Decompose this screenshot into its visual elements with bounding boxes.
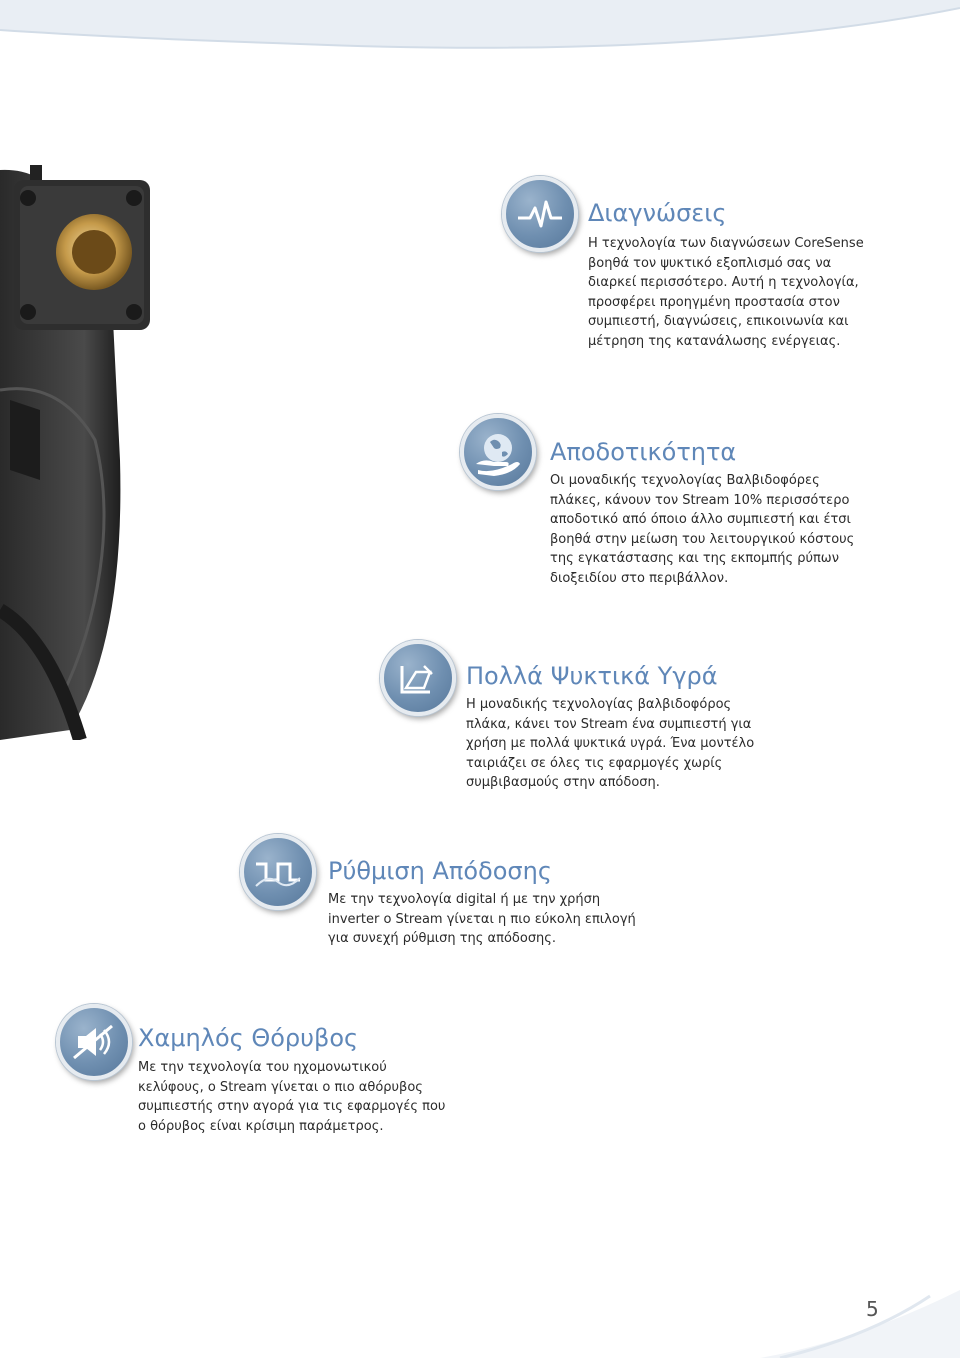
feature-title: Διαγνώσεις xyxy=(588,199,727,227)
feature-title: Πολλά Ψυκτικά Υγρά xyxy=(466,662,718,690)
feature-title: Αποδοτικότητα xyxy=(550,438,737,466)
muted-speaker-icon xyxy=(56,1004,132,1080)
capacity-modulation-icon xyxy=(240,834,316,910)
feature-description: Η μοναδικής τεχνολογίας βαλβιδοφόρος πλάκα, κάνει τον Stream ένα συμπιεστή για χρήση με πολλά ψυκτικά υγρά. Ένα μοντέλο ταιριάζει σε όλες τις εφαρμογές χωρίς συμβιβασμούς στην απόδοση. xyxy=(466,697,755,790)
feature-description: Η τεχνολογία των διαγνώσεων CoreSense βοηθά τον ψυκτικό εξοπλισμό σας να διαρκεί περισσότερο. Αυτή η τεχνολογία, προσφέρει προηγμένη προστασία στον συμπιεστή, διαγνώσεις, επικοινωνία και μέτρηση της κατανάλωσης ενέργειας. xyxy=(588,236,864,349)
refrigerant-icon xyxy=(380,640,456,716)
globe-hand-icon xyxy=(460,414,536,490)
feature-description: Με την τεχνολογία του ηχομονωτικού κελύφους, ο Stream γίνεται ο πιο αθόρυβος συμπιεστής στην αγορά για τις εφαρμογές που ο θόρυβος είναι κρίσιμη παράμετρος. xyxy=(138,1060,446,1134)
header-swoosh xyxy=(0,0,960,60)
feature-title: Χαμηλός Θόρυβος xyxy=(138,1024,359,1052)
compressor-image xyxy=(0,140,170,740)
feature-description: Οι μοναδικής τεχνολογίας Βαλβιδοφόρες πλάκες, κάνουν τον Stream 10% περισσότερο αποδοτικό από όποιο άλλο συμπιεστή και έτσι βοηθά στην μείωση του λειτουργικού κόστους της εγκατάστασης και της εκπομπής ρύπων διοξειδίου στο περιβάλλον. xyxy=(550,473,855,586)
footer-swoosh xyxy=(760,1270,960,1358)
page-number: 5 xyxy=(866,1297,879,1321)
feature-description: Με την τεχνολογία digital ή με την χρήση inverter ο Stream γίνεται η πιο εύκολη επιλογή για συνεχή ρύθμιση της απόδοσης. xyxy=(328,892,636,946)
pulse-icon xyxy=(502,176,578,252)
feature-title: Ρύθμιση Απόδοσης xyxy=(328,857,552,885)
